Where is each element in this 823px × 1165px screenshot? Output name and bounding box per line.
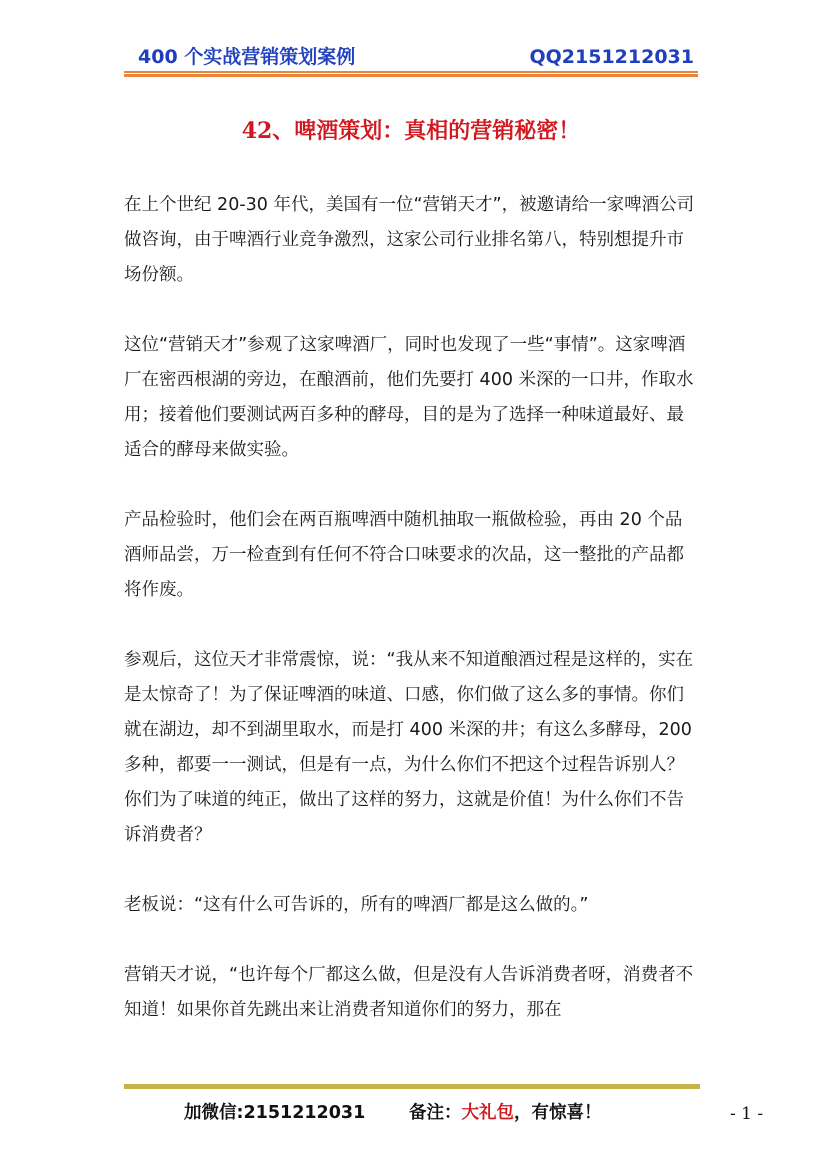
footer-divider (124, 1084, 700, 1089)
footer-note-highlight: 大礼包 (461, 1103, 514, 1123)
paragraph-2: 这位“营销天才”参观了这家啤酒厂，同时也发现了一些“事情”。这家啤酒厂在密西根湖的旁边，在酿酒前，他们先要打 400 米深的一口井，作取水用；接着他们要测试两百多种的酵母，目的是为了选择一种味道最好、最适合的酵母来做实验。 (124, 335, 694, 460)
paragraph-3: 产品检验时，他们会在两百瓶啤酒中随机抽取一瓶做检验，再由 20 个品酒师品尝，万一检查到有任何不符合口味要求的次品，这一整批的产品都将作废。 (124, 510, 684, 600)
page-number: - 1 - (730, 1104, 764, 1124)
footer-note-prefix: 备注： (409, 1103, 462, 1123)
header-series-title: 400 个实战营销策划案例 (138, 46, 356, 68)
article-body (124, 188, 698, 1028)
paragraph-1: 在上个世纪 20-30 年代，美国有一位“营销天才”，被邀请给一家啤酒公司做咨询，由于啤酒行业竞争激烈，这家公司行业排名第八，特别想提升市场份额。 (124, 195, 695, 285)
paragraph-5: 老板说：“这有什么可告诉的，所有的啤酒厂都是这么做的。” (124, 895, 589, 915)
footer-note (409, 1099, 602, 1127)
page-header (124, 44, 698, 70)
footer-wechat-id: 加微信:2151212031 (184, 1103, 366, 1123)
paragraph-4: 参观后，这位天才非常震惊，说：“我从来不知道酿酒过程是这样的，实在是太惊奇了！为了保证啤酒的味道、口感，你们做了这么多的事情。你们就在湖边，却不到湖里取水，而是打 400 米深的井；有这么多酵母，200 多种，都要一一测试，但是有一点，为什么你们不把这个过程告诉别人？你们为了味道的纯正，做出了这样的努力，这就是价值！为什么你们不告诉消费者？ (124, 650, 694, 845)
header-qq-number: QQ2151212031 (529, 46, 694, 68)
footer-note-suffix: ，有惊喜！ (514, 1103, 602, 1123)
header-divider-thin (124, 71, 698, 73)
page-footer (124, 1099, 700, 1127)
article-title: 42、啤酒策划：真相的营销秘密！ (241, 118, 581, 144)
header-divider-thick (124, 74, 698, 77)
paragraph-6: 营销天才说，“也许每个厂都这么做，但是没有人告诉消费者呀，消费者不知道！如果你首先跳出来让消费者知道你们的努力，那在 (124, 965, 694, 1020)
